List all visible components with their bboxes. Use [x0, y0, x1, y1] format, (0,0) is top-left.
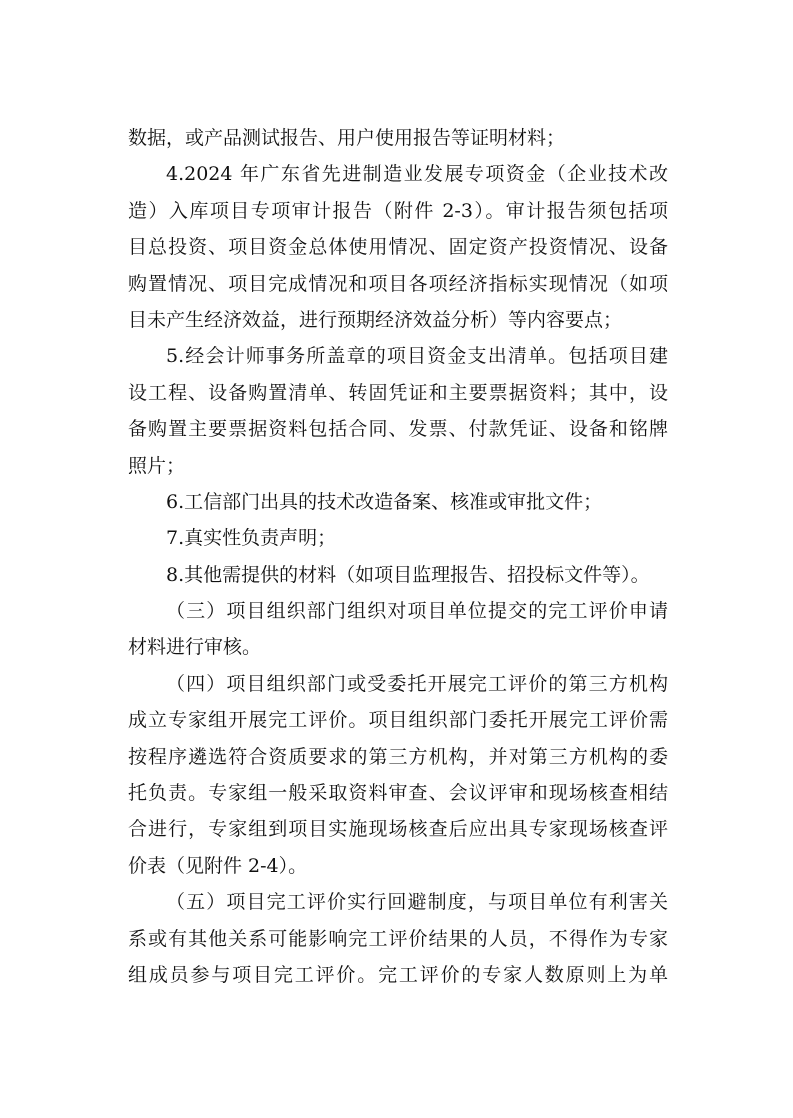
body-text: [128, 120, 668, 993]
text-line: 合进行，专家组到项目实施现场核查后应出具专家现场核查评: [128, 818, 668, 841]
text-line: 按程序遴选符合资质要求的第三方机构，并对第三方机构的委: [128, 745, 668, 768]
text-line: 材料进行审核。: [128, 636, 262, 659]
text-line: （三）项目组织部门组织对项目单位提交的完工评价申请: [166, 600, 668, 623]
text-line: 7.真实性负责声明；: [166, 527, 337, 550]
text-line: 价表（见附件 2-4）。: [128, 854, 308, 877]
text-line: 目未产生经济效益，进行预期经济效益分析）等内容要点；: [128, 308, 623, 331]
text-line: 目总投资、项目资金总体使用情况、固定资产投资情况、设备: [128, 236, 668, 259]
text-line: 购置情况、项目完成情况和项目各项经济指标实现情况（如项: [128, 272, 668, 295]
text-line: 备购置主要票据资料包括合同、发票、付款凭证、设备和铭牌: [128, 418, 668, 441]
text-line: （五）项目完工评价实行回避制度，与项目单位有利害关: [166, 891, 668, 914]
text-line: 6.工信部门出具的技术改造备案、核准或审批文件；: [166, 490, 603, 513]
text-line: 数据，或产品测试报告、用户使用报告等证明材料；: [128, 127, 566, 149]
text-line: 8.其他需提供的材料（如项目监理报告、招投标文件等）。: [166, 563, 650, 586]
text-line: 系或有其他关系可能影响完工评价结果的人员，不得作为专家: [128, 927, 668, 950]
text-line: 设工程、设备购置清单、转固凭证和主要票据资料；其中，设: [128, 381, 668, 404]
text-line: 照片；: [128, 454, 186, 477]
text-line: （四）项目组织部门或受委托开展完工评价的第三方机构: [166, 672, 668, 695]
text-line: 托负责。专家组一般采取资料审查、会议评审和现场核查相结: [128, 782, 668, 805]
text-line: 成立专家组开展完工评价。项目组织部门委托开展完工评价需: [128, 709, 668, 732]
text-line: 5.经会计师事务所盖章的项目资金支出清单。包括项目建: [166, 345, 668, 368]
text-line: 4.2024 年广东省先进制造业发展专项资金（企业技术改: [166, 163, 668, 186]
text-line: 造）入库项目专项审计报告（附件 2-3）。审计报告须包括项: [128, 199, 668, 222]
text-line: 组成员参与项目完工评价。完工评价的专家人数原则上为单: [128, 963, 668, 986]
